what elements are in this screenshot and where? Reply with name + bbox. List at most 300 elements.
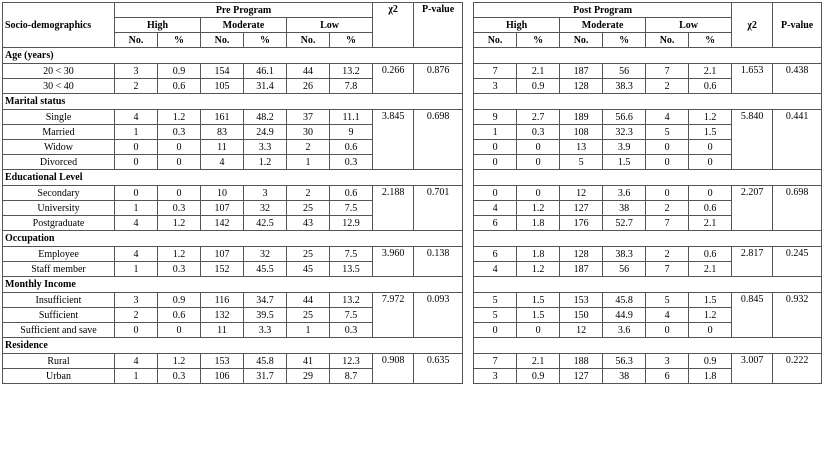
post-value-cell: 6 xyxy=(474,216,517,231)
post-value-cell: 189 xyxy=(560,110,603,125)
post-value-cell: 1.5 xyxy=(603,155,646,170)
pre-value-cell: 1.2 xyxy=(158,216,201,231)
column-gap xyxy=(463,216,474,231)
pre-value-cell: 161 xyxy=(201,110,244,125)
post-value-cell: 5 xyxy=(646,293,689,308)
post-value-cell: 7 xyxy=(646,216,689,231)
pre-value-cell: 41 xyxy=(287,354,330,369)
post-value-cell: 2.1 xyxy=(689,262,732,277)
pre-value-cell: 25 xyxy=(287,201,330,216)
post-value-cell: 3.6 xyxy=(603,323,646,338)
post-value-cell: 2 xyxy=(646,201,689,216)
pre-value-cell: 44 xyxy=(287,293,330,308)
pre-value-cell: 154 xyxy=(201,64,244,79)
socio-demographics-table xyxy=(2,2,822,384)
pre-value-cell: 0 xyxy=(158,186,201,201)
column-gap xyxy=(463,110,474,125)
pre-value-cell: 0.3 xyxy=(158,201,201,216)
column-gap xyxy=(463,231,474,247)
pre-chi-value: 0.266 xyxy=(373,64,414,94)
post-high-header: High xyxy=(474,18,560,33)
pre-value-cell: 32 xyxy=(244,201,287,216)
section-title: Residence xyxy=(3,338,463,354)
table-row xyxy=(3,247,822,262)
pre-high-header: High xyxy=(115,18,201,33)
post-chi-value: 3.007 xyxy=(732,354,773,384)
post-value-cell: 3 xyxy=(474,79,517,94)
post-value-cell: 0.6 xyxy=(689,247,732,262)
post-value-cell: 0 xyxy=(517,155,560,170)
section-header-row xyxy=(3,231,822,247)
pre-value-cell: 7.5 xyxy=(330,201,373,216)
pre-value-cell: 29 xyxy=(287,369,330,384)
table-row xyxy=(3,186,822,201)
post-pvalue-value: 0.245 xyxy=(773,247,822,277)
pre-value-cell: 105 xyxy=(201,79,244,94)
post-moderate-header: Moderate xyxy=(560,18,646,33)
post-value-cell: 0 xyxy=(517,323,560,338)
post-value-cell: 2.7 xyxy=(517,110,560,125)
section-header-row xyxy=(3,94,822,110)
pre-value-cell: 0.3 xyxy=(158,125,201,140)
post-value-cell: 32.3 xyxy=(603,125,646,140)
pre-low-header: Low xyxy=(287,18,373,33)
post-value-cell: 56 xyxy=(603,262,646,277)
post-value-cell: 2.1 xyxy=(689,64,732,79)
socio-demographics-header: Socio-demographics xyxy=(3,3,115,48)
pre-pvalue-value: 0.093 xyxy=(414,293,463,338)
pre-value-cell: 26 xyxy=(287,79,330,94)
post-value-cell: 6 xyxy=(646,369,689,384)
pre-value-cell: 13.2 xyxy=(330,64,373,79)
pre-pvalue-value: 0.876 xyxy=(414,64,463,94)
post-program-header: Post Program xyxy=(474,3,732,18)
post-value-cell: 187 xyxy=(560,262,603,277)
post-value-cell: 0.9 xyxy=(517,369,560,384)
pre-value-cell: 0.6 xyxy=(158,79,201,94)
post-value-cell: 56.6 xyxy=(603,110,646,125)
post-value-cell: 1.2 xyxy=(689,308,732,323)
post-value-cell: 45.8 xyxy=(603,293,646,308)
pre-value-cell: 116 xyxy=(201,293,244,308)
pre-chi-value: 7.972 xyxy=(373,293,414,338)
post-value-cell: 0 xyxy=(689,140,732,155)
post-value-cell: 38.3 xyxy=(603,79,646,94)
post-value-cell: 0 xyxy=(474,140,517,155)
pre-value-cell: 10 xyxy=(201,186,244,201)
post-value-cell: 1.5 xyxy=(689,125,732,140)
section-spacer xyxy=(474,231,822,247)
column-gap xyxy=(463,3,474,48)
pct-header: % xyxy=(244,33,287,48)
pre-value-cell: 1 xyxy=(115,262,158,277)
post-value-cell: 6 xyxy=(474,247,517,262)
column-gap xyxy=(463,155,474,170)
post-value-cell: 1.8 xyxy=(517,247,560,262)
post-value-cell: 176 xyxy=(560,216,603,231)
post-value-cell: 7 xyxy=(474,64,517,79)
pre-value-cell: 45.8 xyxy=(244,354,287,369)
post-low-header: Low xyxy=(646,18,732,33)
table-row xyxy=(3,354,822,369)
post-value-cell: 127 xyxy=(560,369,603,384)
post-value-cell: 3 xyxy=(474,369,517,384)
pre-value-cell: 0 xyxy=(158,155,201,170)
row-label: University xyxy=(3,201,115,216)
pre-value-cell: 0 xyxy=(115,186,158,201)
pre-value-cell: 1.2 xyxy=(244,155,287,170)
post-value-cell: 0.3 xyxy=(517,125,560,140)
post-value-cell: 2.1 xyxy=(517,64,560,79)
post-value-cell: 0 xyxy=(474,323,517,338)
column-gap xyxy=(463,140,474,155)
post-value-cell: 0 xyxy=(646,140,689,155)
pct-header: % xyxy=(689,33,732,48)
pre-value-cell: 7.8 xyxy=(330,79,373,94)
pre-value-cell: 0.3 xyxy=(330,323,373,338)
pre-value-cell: 7.5 xyxy=(330,308,373,323)
pre-value-cell: 0.6 xyxy=(330,140,373,155)
pre-value-cell: 153 xyxy=(201,354,244,369)
post-value-cell: 3.9 xyxy=(603,140,646,155)
section-title: Age (years) xyxy=(3,48,463,64)
pre-value-cell: 42.5 xyxy=(244,216,287,231)
post-value-cell: 188 xyxy=(560,354,603,369)
column-gap xyxy=(463,262,474,277)
pre-chi-value: 3.845 xyxy=(373,110,414,170)
post-value-cell: 0.9 xyxy=(517,79,560,94)
column-gap xyxy=(463,354,474,369)
row-label: Urban xyxy=(3,369,115,384)
table-row xyxy=(3,64,822,79)
post-value-cell: 56 xyxy=(603,64,646,79)
post-value-cell: 7 xyxy=(646,262,689,277)
pct-header: % xyxy=(603,33,646,48)
post-value-cell: 0 xyxy=(517,140,560,155)
pre-value-cell: 3 xyxy=(244,186,287,201)
pre-moderate-header: Moderate xyxy=(201,18,287,33)
pre-value-cell: 1.2 xyxy=(158,247,201,262)
pre-value-cell: 45 xyxy=(287,262,330,277)
pre-value-cell: 4 xyxy=(115,216,158,231)
post-value-cell: 0 xyxy=(646,323,689,338)
pre-value-cell: 31.4 xyxy=(244,79,287,94)
post-pvalue-value: 0.932 xyxy=(773,293,822,338)
pre-value-cell: 3.3 xyxy=(244,323,287,338)
post-chi-value: 2.207 xyxy=(732,186,773,231)
row-label: Single xyxy=(3,110,115,125)
pre-value-cell: 0.9 xyxy=(158,64,201,79)
post-value-cell: 44.9 xyxy=(603,308,646,323)
post-value-cell: 56.3 xyxy=(603,354,646,369)
post-value-cell: 4 xyxy=(646,110,689,125)
pre-value-cell: 37 xyxy=(287,110,330,125)
section-spacer xyxy=(474,338,822,354)
pre-value-cell: 2 xyxy=(287,186,330,201)
post-pvalue-value: 0.222 xyxy=(773,354,822,384)
pre-value-cell: 11 xyxy=(201,323,244,338)
pre-value-cell: 46.1 xyxy=(244,64,287,79)
row-label: Secondary xyxy=(3,186,115,201)
post-value-cell: 5 xyxy=(560,155,603,170)
post-pvalue-value: 0.441 xyxy=(773,110,822,170)
pre-value-cell: 1 xyxy=(115,125,158,140)
pre-chi-value: 0.908 xyxy=(373,354,414,384)
column-gap xyxy=(463,201,474,216)
section-header-row xyxy=(3,48,822,64)
pre-value-cell: 0 xyxy=(115,155,158,170)
section-title: Occupation xyxy=(3,231,463,247)
section-header-row xyxy=(3,170,822,186)
post-value-cell: 2.1 xyxy=(517,354,560,369)
column-gap xyxy=(463,277,474,293)
pre-value-cell: 2 xyxy=(287,140,330,155)
section-title: Marital status xyxy=(3,94,463,110)
pre-pvalue-header: P-value xyxy=(414,3,463,48)
row-label: Sufficient and save xyxy=(3,323,115,338)
pre-value-cell: 107 xyxy=(201,201,244,216)
pre-value-cell: 4 xyxy=(115,354,158,369)
post-value-cell: 1.8 xyxy=(689,369,732,384)
post-value-cell: 38 xyxy=(603,369,646,384)
pre-value-cell: 1 xyxy=(115,369,158,384)
post-pvalue-header: P-value xyxy=(773,3,822,48)
column-gap xyxy=(463,48,474,64)
pre-value-cell: 0.9 xyxy=(158,293,201,308)
pre-value-cell: 0 xyxy=(115,323,158,338)
row-label: Insufficient xyxy=(3,293,115,308)
post-value-cell: 1.5 xyxy=(517,308,560,323)
section-spacer xyxy=(474,170,822,186)
column-gap xyxy=(463,94,474,110)
pct-header: % xyxy=(517,33,560,48)
post-value-cell: 0 xyxy=(517,186,560,201)
post-value-cell: 1.5 xyxy=(517,293,560,308)
row-label: 20 < 30 xyxy=(3,64,115,79)
post-value-cell: 0 xyxy=(689,186,732,201)
post-value-cell: 7 xyxy=(474,354,517,369)
post-pvalue-value: 0.698 xyxy=(773,186,822,231)
pre-value-cell: 0 xyxy=(158,140,201,155)
table-row xyxy=(3,110,822,125)
post-value-cell: 1 xyxy=(474,125,517,140)
post-value-cell: 0 xyxy=(474,155,517,170)
pre-value-cell: 4 xyxy=(201,155,244,170)
table-body xyxy=(3,48,822,384)
no-header: No. xyxy=(201,33,244,48)
pre-program-header: Pre Program xyxy=(115,3,373,18)
post-value-cell: 12 xyxy=(560,186,603,201)
post-chi-header: χ2 xyxy=(732,3,773,48)
post-value-cell: 0 xyxy=(646,155,689,170)
pre-pvalue-value: 0.701 xyxy=(414,186,463,231)
post-value-cell: 1.2 xyxy=(517,201,560,216)
pre-value-cell: 0.6 xyxy=(330,186,373,201)
no-header: No. xyxy=(287,33,330,48)
pre-value-cell: 30 xyxy=(287,125,330,140)
pre-value-cell: 4 xyxy=(115,247,158,262)
pct-header: % xyxy=(158,33,201,48)
pre-value-cell: 0.3 xyxy=(158,262,201,277)
pre-value-cell: 11 xyxy=(201,140,244,155)
post-value-cell: 1.2 xyxy=(689,110,732,125)
column-gap xyxy=(463,308,474,323)
post-value-cell: 187 xyxy=(560,64,603,79)
section-title: Educational Level xyxy=(3,170,463,186)
pre-value-cell: 0.6 xyxy=(158,308,201,323)
post-value-cell: 127 xyxy=(560,201,603,216)
pre-value-cell: 2 xyxy=(115,79,158,94)
pre-value-cell: 25 xyxy=(287,308,330,323)
column-gap xyxy=(463,170,474,186)
post-value-cell: 0 xyxy=(689,323,732,338)
pre-value-cell: 48.2 xyxy=(244,110,287,125)
post-value-cell: 5 xyxy=(474,293,517,308)
table-row xyxy=(3,293,822,308)
post-value-cell: 128 xyxy=(560,79,603,94)
pre-pvalue-value: 0.138 xyxy=(414,247,463,277)
pre-value-cell: 7.5 xyxy=(330,247,373,262)
column-gap xyxy=(463,186,474,201)
pre-value-cell: 1.2 xyxy=(158,354,201,369)
row-label: Staff member xyxy=(3,262,115,277)
pre-value-cell: 0.3 xyxy=(330,155,373,170)
post-value-cell: 150 xyxy=(560,308,603,323)
post-chi-value: 0.845 xyxy=(732,293,773,338)
pre-value-cell: 32 xyxy=(244,247,287,262)
no-header: No. xyxy=(115,33,158,48)
pre-value-cell: 1 xyxy=(115,201,158,216)
pre-value-cell: 8.7 xyxy=(330,369,373,384)
post-value-cell: 38.3 xyxy=(603,247,646,262)
post-value-cell: 5 xyxy=(646,125,689,140)
pre-value-cell: 83 xyxy=(201,125,244,140)
pre-value-cell: 39.5 xyxy=(244,308,287,323)
post-value-cell: 1.8 xyxy=(517,216,560,231)
column-gap xyxy=(463,323,474,338)
row-label: Employee xyxy=(3,247,115,262)
pre-chi-value: 2.188 xyxy=(373,186,414,231)
pre-value-cell: 1 xyxy=(287,323,330,338)
pre-value-cell: 107 xyxy=(201,247,244,262)
row-label: Widow xyxy=(3,140,115,155)
post-chi-value: 2.817 xyxy=(732,247,773,277)
post-value-cell: 0 xyxy=(689,155,732,170)
post-value-cell: 0.9 xyxy=(689,354,732,369)
pre-value-cell: 0 xyxy=(158,323,201,338)
pre-value-cell: 13.5 xyxy=(330,262,373,277)
pre-value-cell: 0.3 xyxy=(158,369,201,384)
pre-value-cell: 0 xyxy=(115,140,158,155)
post-chi-value: 5.840 xyxy=(732,110,773,170)
post-value-cell: 2.1 xyxy=(689,216,732,231)
section-spacer xyxy=(474,277,822,293)
column-gap xyxy=(463,64,474,79)
post-pvalue-value: 0.438 xyxy=(773,64,822,94)
post-value-cell: 2 xyxy=(646,79,689,94)
pct-header: % xyxy=(330,33,373,48)
pre-chi-header: χ2 xyxy=(373,3,414,48)
pre-value-cell: 9 xyxy=(330,125,373,140)
pre-value-cell: 3.3 xyxy=(244,140,287,155)
post-value-cell: 7 xyxy=(646,64,689,79)
post-value-cell: 128 xyxy=(560,247,603,262)
column-gap xyxy=(463,338,474,354)
pre-value-cell: 142 xyxy=(201,216,244,231)
post-value-cell: 2 xyxy=(646,247,689,262)
post-value-cell: 0 xyxy=(474,186,517,201)
pre-value-cell: 44 xyxy=(287,64,330,79)
post-value-cell: 108 xyxy=(560,125,603,140)
pre-value-cell: 3 xyxy=(115,293,158,308)
post-value-cell: 52.7 xyxy=(603,216,646,231)
pre-value-cell: 45.5 xyxy=(244,262,287,277)
no-header: No. xyxy=(560,33,603,48)
section-header-row xyxy=(3,277,822,293)
pre-value-cell: 12.3 xyxy=(330,354,373,369)
pre-chi-value: 3.960 xyxy=(373,247,414,277)
post-value-cell: 3.6 xyxy=(603,186,646,201)
no-header: No. xyxy=(646,33,689,48)
post-value-cell: 0.6 xyxy=(689,201,732,216)
column-gap xyxy=(463,369,474,384)
column-gap xyxy=(463,125,474,140)
pre-value-cell: 152 xyxy=(201,262,244,277)
pre-value-cell: 1 xyxy=(287,155,330,170)
column-gap xyxy=(463,79,474,94)
post-value-cell: 12 xyxy=(560,323,603,338)
post-value-cell: 1.2 xyxy=(517,262,560,277)
no-header: No. xyxy=(474,33,517,48)
post-value-cell: 1.5 xyxy=(689,293,732,308)
column-gap xyxy=(463,293,474,308)
row-label: Rural xyxy=(3,354,115,369)
section-spacer xyxy=(474,48,822,64)
pre-value-cell: 31.7 xyxy=(244,369,287,384)
pre-value-cell: 132 xyxy=(201,308,244,323)
post-value-cell: 3 xyxy=(646,354,689,369)
pre-pvalue-value: 0.635 xyxy=(414,354,463,384)
pre-pvalue-value: 0.698 xyxy=(414,110,463,170)
post-value-cell: 9 xyxy=(474,110,517,125)
pre-value-cell: 34.7 xyxy=(244,293,287,308)
pre-value-cell: 4 xyxy=(115,110,158,125)
section-header-row xyxy=(3,338,822,354)
row-label: 30 < 40 xyxy=(3,79,115,94)
post-value-cell: 5 xyxy=(474,308,517,323)
post-value-cell: 38 xyxy=(603,201,646,216)
post-value-cell: 4 xyxy=(646,308,689,323)
pre-value-cell: 3 xyxy=(115,64,158,79)
section-spacer xyxy=(474,94,822,110)
pre-value-cell: 24.9 xyxy=(244,125,287,140)
row-label: Married xyxy=(3,125,115,140)
section-title: Monthly Income xyxy=(3,277,463,293)
row-label: Divorced xyxy=(3,155,115,170)
pre-value-cell: 12.9 xyxy=(330,216,373,231)
pre-value-cell: 2 xyxy=(115,308,158,323)
pre-value-cell: 106 xyxy=(201,369,244,384)
pre-value-cell: 11.1 xyxy=(330,110,373,125)
pre-value-cell: 43 xyxy=(287,216,330,231)
post-value-cell: 153 xyxy=(560,293,603,308)
pre-value-cell: 13.2 xyxy=(330,293,373,308)
post-value-cell: 4 xyxy=(474,262,517,277)
post-value-cell: 4 xyxy=(474,201,517,216)
row-label: Sufficient xyxy=(3,308,115,323)
pre-value-cell: 25 xyxy=(287,247,330,262)
post-value-cell: 0.6 xyxy=(689,79,732,94)
